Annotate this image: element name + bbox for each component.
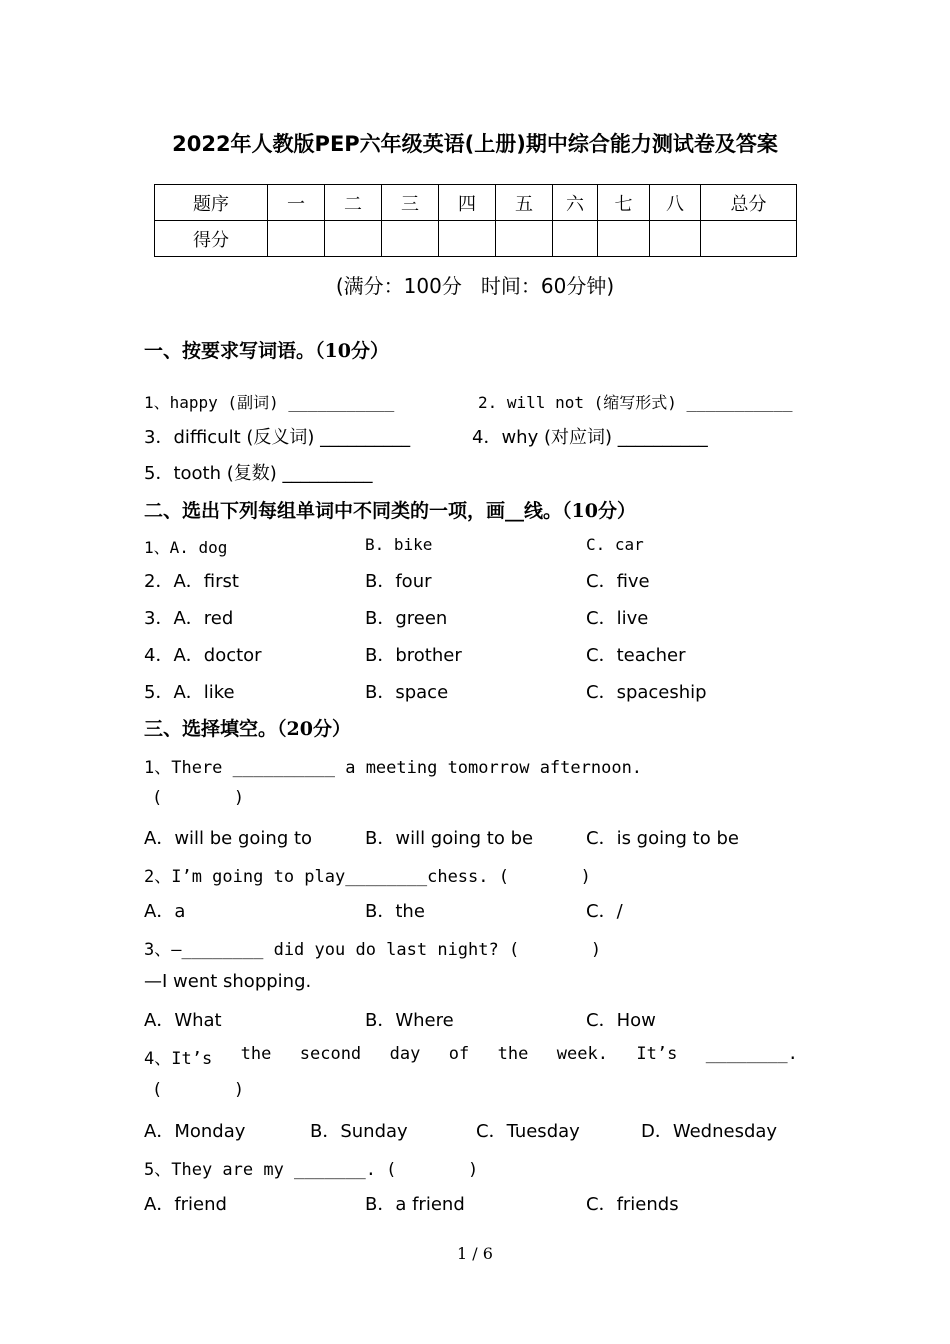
score-cell[interactable] [650, 221, 701, 257]
s3-q4-option-d: D．Wednesday [641, 1121, 778, 1142]
header-cell: 八 [650, 185, 701, 221]
score-table-score-row [155, 221, 797, 257]
s3-q4-word: ________. [705, 1044, 798, 1064]
s3-q4-word: the [497, 1044, 529, 1064]
s3-q4-word: week. [556, 1044, 608, 1064]
s3-q3-option-b: B．Where [365, 1010, 454, 1031]
s2-row2-a: 2．A．first [144, 571, 239, 592]
s3-q2-option-a: A．a [144, 901, 186, 922]
header-cell: 题序 [155, 185, 268, 221]
s3-q1-option-b: B．will going to be [365, 828, 534, 849]
s3-q5-stem: 5、They are my _______. ( ) [144, 1160, 479, 1180]
s3-q5-option-c: C．friends [586, 1194, 679, 1215]
s1-item-4: 4．why (对应词) __________ [472, 427, 708, 448]
s3-q4-word: of [448, 1044, 470, 1064]
s2-row1-c: C. car [586, 535, 644, 554]
s3-q4-word: It’s [636, 1044, 678, 1064]
s2-row5-b: B．space [365, 682, 449, 703]
s2-row1-a: 1、A. dog [144, 538, 228, 557]
s2-row2-b: B．four [365, 571, 432, 592]
row-label: 得分 [155, 221, 268, 257]
s3-q5-option-a: A．friend [144, 1194, 227, 1215]
s3-q1-option-a: A．will be going to [144, 828, 313, 849]
score-cell[interactable] [553, 221, 598, 257]
s3-q4-stem [144, 1044, 798, 1069]
s2-row4-b: B．brother [365, 645, 462, 666]
s3-q2-option-c: C．/ [586, 901, 623, 922]
score-cell[interactable] [496, 221, 553, 257]
score-table [154, 184, 797, 257]
s3-q5-option-b: B．a friend [365, 1194, 465, 1215]
s2-row3-b: B．green [365, 608, 448, 629]
s2-row3-c: C．live [586, 608, 649, 629]
page-number: 1 / 6 [457, 1244, 493, 1263]
header-cell: 五 [496, 185, 553, 221]
s3-q4-option-a: A．Monday [144, 1121, 246, 1142]
header-cell: 七 [598, 185, 650, 221]
s3-q4-word: 4、It’s [144, 1049, 213, 1069]
s2-row4-c: C．teacher [586, 645, 686, 666]
header-cell: 四 [439, 185, 496, 221]
s3-q4-word: the [240, 1044, 272, 1064]
s3-q3-answer: —I went shopping. [144, 971, 312, 992]
header-cell: 总分 [701, 185, 797, 221]
s3-q1-answer-paren: ( ) [152, 788, 245, 808]
s3-q1-option-c: C．is going to be [586, 828, 739, 849]
score-table-header-row [155, 185, 797, 221]
header-cell: 三 [382, 185, 439, 221]
s2-row1-b: B. bike [365, 535, 433, 554]
s3-q2-stem: 2、I’m going to play________chess. ( ) [144, 867, 591, 887]
score-cell[interactable] [382, 221, 439, 257]
s2-row2-c: C．five [586, 571, 650, 592]
score-cell[interactable] [268, 221, 325, 257]
score-cell[interactable] [598, 221, 650, 257]
score-time-info: (满分：100分 时间：60分钟) [335, 274, 615, 298]
section1-heading: 一、按要求写词语。（10分） [144, 340, 389, 362]
score-cell[interactable] [439, 221, 496, 257]
s3-q3-stem: 3、—________ did you do last night? ( ) [144, 940, 602, 960]
s1-item-1: 1、happy (副词) ___________ [144, 393, 395, 412]
s3-q4-option-c: C．Tuesday [476, 1121, 580, 1142]
s3-q2-option-b: B．the [365, 901, 425, 922]
s3-q4-word: second [299, 1044, 362, 1064]
s3-q3-option-a: A．What [144, 1010, 222, 1031]
s1-item-2: 2. will not (缩写形式) ___________ [478, 393, 793, 412]
header-cell: 六 [553, 185, 598, 221]
page-title: 2022年人教版PEP六年级英语(上册)期中综合能力测试卷及答案 [172, 132, 778, 156]
s2-row5-a: 5．A．like [144, 682, 235, 703]
s3-q1-stem: 1、There __________ a meeting tomorrow afternoon. [144, 758, 643, 778]
section3-heading: 三、选择填空。（20分） [144, 718, 351, 740]
s2-row3-a: 3．A．red [144, 608, 234, 629]
s1-item-3: 3．difficult (反义词) __________ [144, 427, 411, 448]
s3-q4-answer-paren: ( ) [152, 1080, 245, 1100]
score-cell[interactable] [701, 221, 797, 257]
s2-row4-a: 4．A．doctor [144, 645, 262, 666]
section2-heading: 二、选出下列每组单词中不同类的一项，画__线。（10分） [144, 500, 636, 522]
s2-row5-c: C．spaceship [586, 682, 707, 703]
s3-q4-word: day [389, 1044, 421, 1064]
score-cell[interactable] [325, 221, 382, 257]
header-cell: 一 [268, 185, 325, 221]
s1-item-5: 5．tooth (复数) __________ [144, 463, 373, 484]
s3-q3-option-c: C．How [586, 1010, 656, 1031]
header-cell: 二 [325, 185, 382, 221]
s3-q4-option-b: B．Sunday [310, 1121, 408, 1142]
